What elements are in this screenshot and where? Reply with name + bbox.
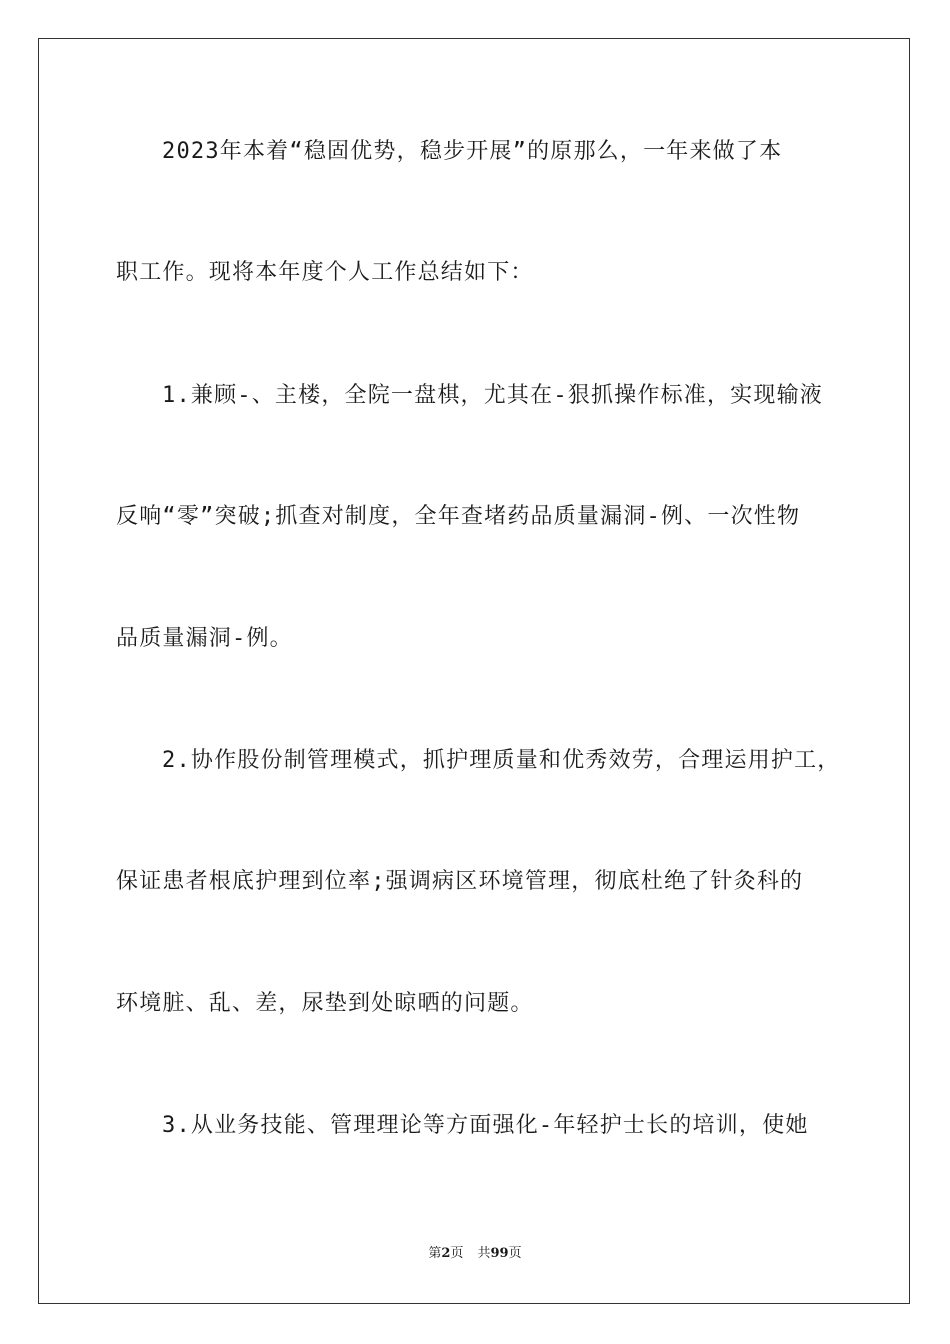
paragraph-4-line-1: 3.从业务技能、管理理论等方面强化-年轻护士长的培训，使她: [162, 1113, 809, 1138]
page-current: 2: [441, 1246, 451, 1261]
total-unit: 页: [508, 1246, 522, 1261]
paragraph-3-line-3: 环境脏、乱、差，尿垫到处晾晒的问题。: [116, 991, 534, 1016]
page-prefix: 第: [428, 1246, 442, 1261]
paragraph-1-line-1: 2023年本着“稳固优势，稳步开展”的原那么，一年来做了本: [162, 139, 783, 164]
paragraph-3-line-1: 2.协作股份制管理模式，抓护理质量和优秀效劳，合理运用护工，: [162, 748, 841, 773]
total-prefix: 共: [477, 1246, 491, 1261]
paragraph-3-line-2: 保证患者根底护理到位率;强调病区环境管理，彻底杜绝了针灸科的: [116, 869, 804, 894]
paragraph-1-line-2: 职工作。现将本年度个人工作总结如下：: [116, 260, 534, 285]
page-unit: 页: [450, 1246, 464, 1261]
paragraph-2-line-2: 反响“零”突破;抓查对制度，全年查堵药品质量漏洞-例、一次性物: [116, 504, 801, 529]
page-total: 99: [490, 1246, 509, 1261]
paragraph-2-line-3: 品质量漏洞-例。: [116, 626, 293, 651]
paragraph-2-line-1: 1.兼顾-、主楼，全院一盘棋，尤其在-狠抓操作标准，实现输液: [162, 383, 823, 408]
page-footer: [0, 1245, 950, 1263]
